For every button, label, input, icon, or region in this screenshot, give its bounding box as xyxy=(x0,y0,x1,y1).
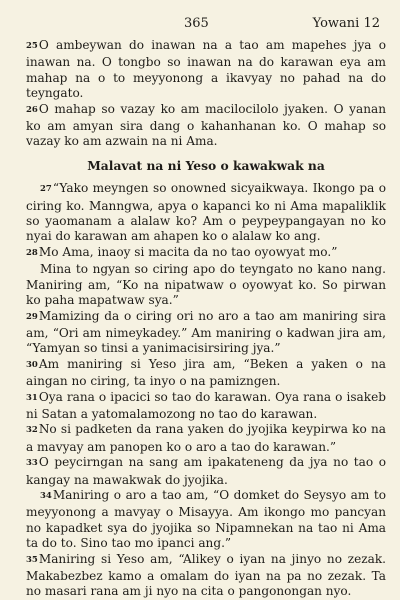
verse-number: 29 xyxy=(26,311,38,322)
running-head: Yowani 12 xyxy=(312,16,380,31)
text-paragraph xyxy=(26,262,386,308)
page-body xyxy=(26,38,386,600)
verse-paragraph xyxy=(26,357,386,390)
verse-paragraph xyxy=(26,455,386,488)
verse-paragraph xyxy=(26,245,386,262)
verse-number: 31 xyxy=(26,392,38,403)
verse-text: Maniring si Yeso am, “Alikey o iyan na jinyo no zezak. Makabezbez kamo a omalam do iyan na pa no zezak. Ta no masari rana am ji nyo na cita o pangonongan nyo. xyxy=(26,551,386,599)
verse-number: 34 xyxy=(40,490,52,501)
verse-text: O ambeywan do inawan na a tao am mapehes jya o inawan na. O tongbo so inawan na do karawan eya am mahap na o to meyyonong a ikavyay no pahad na do teyngato. xyxy=(26,38,386,101)
verse-number: 32 xyxy=(26,425,38,436)
verse-text: Mina to ngyan so ciring apo do teyngato no kano nang. Maniring am, “Ko na nipatwaw o oyowyat ko. So pirwan ko paha mapatwaw sya.” xyxy=(26,262,386,308)
verse-number: 26 xyxy=(26,104,38,115)
verse-paragraph xyxy=(26,38,386,102)
verse-text: Oya rana o ipacici so tao do karawan. Oya rana o isakeb ni Satan a yatomalamozong no tao do karawan. xyxy=(26,389,386,421)
verse-number: 25 xyxy=(26,41,38,51)
verse-text: “Yako meyngen so onowned sicyaikwaya. Ikongo pa o ciring ko. Manngwa, apya o kapanci ko ni Ama mapaliklik so yaomanam a alalaw ko? Am o peypeypangayan no ko nyai do karawan am ahapen ko o alalaw ko ang. xyxy=(26,181,386,244)
verse-paragraph xyxy=(26,102,386,150)
verse-text: Maniring o aro a tao am, “O domket do Seysyo am to meyyonong a mavyay o Misayya. Am ikongo mo pancyan no kapadket sya do jyojika so Nipamnekan na tao ni Ama ta do to. Sino tao mo ipanci ang.” xyxy=(26,487,386,551)
verse-number: 27 xyxy=(40,184,52,195)
verse-paragraph xyxy=(26,488,386,552)
page-header xyxy=(26,10,386,38)
verse-text: Am maniring si Yeso jira am, “Beken a yaken o na aingan no ciring, ta inyo o na pamizngen. xyxy=(26,356,386,389)
verse-number: 30 xyxy=(26,359,38,370)
verse-number: 28 xyxy=(26,247,38,258)
verse-text: No si padketen da rana yaken do jyojika keypirwa ko na a mavyay am panopen ko o aro a tao do karawan.” xyxy=(26,422,386,454)
page-number: 365 xyxy=(184,16,209,31)
verse-paragraph xyxy=(26,181,386,245)
verse-text: Mamizing da o ciring ori no aro a tao am maniring sira am, “Ori am nimeykadey.” Am maniring o kadwan jira am, “Yamyan so tinsi a yanimacisirsiring jya.” xyxy=(26,308,386,356)
verse-paragraph xyxy=(26,552,386,600)
verse-paragraph xyxy=(26,390,386,423)
section-heading: Malavat na ni Yeso o kawakwak na xyxy=(87,157,325,173)
verse-paragraph xyxy=(26,422,386,455)
verse-text: O peycirngan na sang am ipakateneng da jya no tao o kangay na mawakwak do jyojika. xyxy=(26,455,386,487)
verse-text: Mo Ama, inaoy si macita da no tao oyowyat mo.” xyxy=(38,244,338,259)
verse-paragraph xyxy=(26,309,386,357)
verse-text: O mahap so vazay ko am macilocilolo jyaken. O yanan ko am amyan sira dang o kahanhanan ko. O mahap so vazay ko am azwain na ni Ama. xyxy=(26,101,386,149)
verse-number: 33 xyxy=(26,458,38,469)
verse-number: 35 xyxy=(26,554,38,565)
